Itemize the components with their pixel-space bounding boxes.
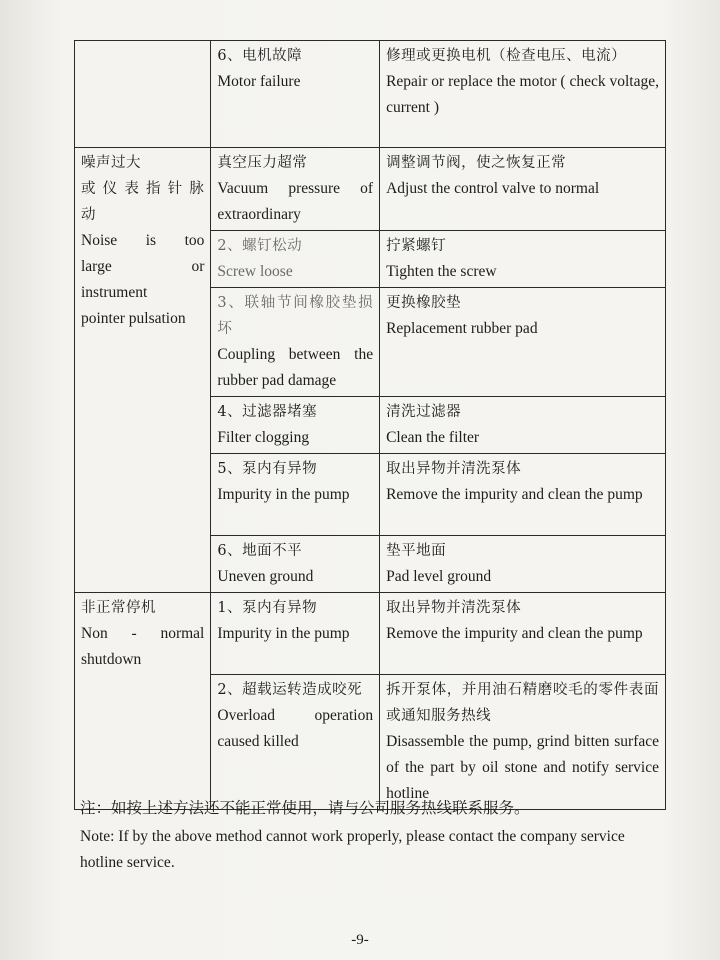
fault-en-line: Noise is too [81,232,205,249]
cause-cell [211,41,380,148]
table-row [75,41,666,148]
remedy-cn: 拧紧螺钉 [386,238,447,254]
cause-en: Filter clogging [217,429,310,446]
cause-cn: 2、超载运转造成咬死 [217,682,363,698]
remedy-cell [380,397,666,454]
remedy-cell [380,148,666,231]
cause-cell [211,397,380,454]
cause-cn: 4、过滤器堵塞 [217,404,318,420]
cause-en: Uneven ground [217,568,314,585]
cause-cn: 真空压力超常 [217,155,308,171]
remedy-cell [380,231,666,288]
remedy-cn: 取出异物并清洗泵体 [386,600,522,616]
cause-en: Coupling between the rubber pad damage [217,346,374,389]
cause-en: Screw loose [217,263,293,280]
remedy-en: Tighten the screw [386,263,497,280]
note-cn: 注：如按上述方法还不能正常使用，请与公司服务热线联系服务。 [80,800,530,817]
cause-en: Motor failure [217,73,301,90]
remedy-en: Replacement rubber pad [386,320,538,337]
remedy-en: Adjust the control valve to normal [386,180,600,197]
troubleshooting-table [74,40,666,810]
fault-en-line: Non - normal [81,625,205,642]
fault-cell-shutdown [75,593,211,810]
fault-cell-noise [75,148,211,593]
remedy-cell [380,536,666,593]
cause-cn: 2、螺钉松动 [217,238,303,254]
cause-cell [211,288,380,397]
fault-cn-line: 动 [81,207,96,223]
cause-cn: 6、地面不平 [217,543,303,559]
remedy-cell [380,288,666,397]
cause-cn: 3、联轴节间橡胶垫损坏 [217,295,374,337]
fault-cell-empty [75,41,211,148]
page-number: -9- [351,932,369,948]
remedy-cn: 清洗过滤器 [386,404,462,420]
cause-cn: 5、泵内有异物 [217,461,318,477]
fault-en-line: instrument [81,284,148,301]
remedy-cn: 垫平地面 [386,543,447,559]
table-row [75,148,666,231]
remedy-cn: 调整调节阀，使之恢复正常 [386,155,567,171]
remedy-en: Clean the filter [386,429,480,446]
remedy-en: Repair or replace the motor ( check voltage, current ) [386,73,659,116]
remedy-cell [380,675,666,810]
remedy-en: Pad level ground [386,568,492,585]
remedy-en: Remove the impurity and clean the pump [386,486,643,503]
fault-cn-line: 或仪表指针脉 [81,181,205,197]
remedy-cn: 修理或更换电机（检查电压、电流） [386,48,627,64]
remedy-cell [380,454,666,536]
cause-cell [211,148,380,231]
remedy-cell [380,41,666,148]
cause-cell [211,593,380,675]
remedy-cn: 拆开泵体，并用油石精磨咬毛的零件表面或通知服务热线 [386,682,659,724]
note-en: Note: If by the above method cannot work properly, please contact the company service hotline service. [80,828,625,871]
cause-cn: 6、电机故障 [217,48,303,64]
remedy-cn: 取出异物并清洗泵体 [386,461,522,477]
fault-cn-line: 噪声过大 [81,155,141,171]
cause-cell [211,231,380,288]
table-row [75,593,666,675]
remedy-en: Disassemble the pump, grind bitten surface of the part by oil stone and notify service hotline [386,733,659,802]
remedy-cn: 更换橡胶垫 [386,295,462,311]
fault-cn-line: 非正常停机 [81,600,156,616]
cause-en: Impurity in the pump [217,486,350,503]
cause-cell [211,536,380,593]
cause-en: Vacuum pressure of extraordinary [217,180,374,223]
remedy-en: Remove the impurity and clean the pump [386,625,643,642]
fault-en-line: shutdown [81,651,142,668]
cause-cn: 1、泵内有异物 [217,600,318,616]
cause-en: Overload operation caused killed [217,707,374,750]
cause-cell [211,675,380,810]
fault-en-line: large or [81,258,205,275]
cause-cell [211,454,380,536]
fault-en-line: pointer pulsation [81,310,186,327]
cause-en: Impurity in the pump [217,625,350,642]
remedy-cell [380,593,666,675]
